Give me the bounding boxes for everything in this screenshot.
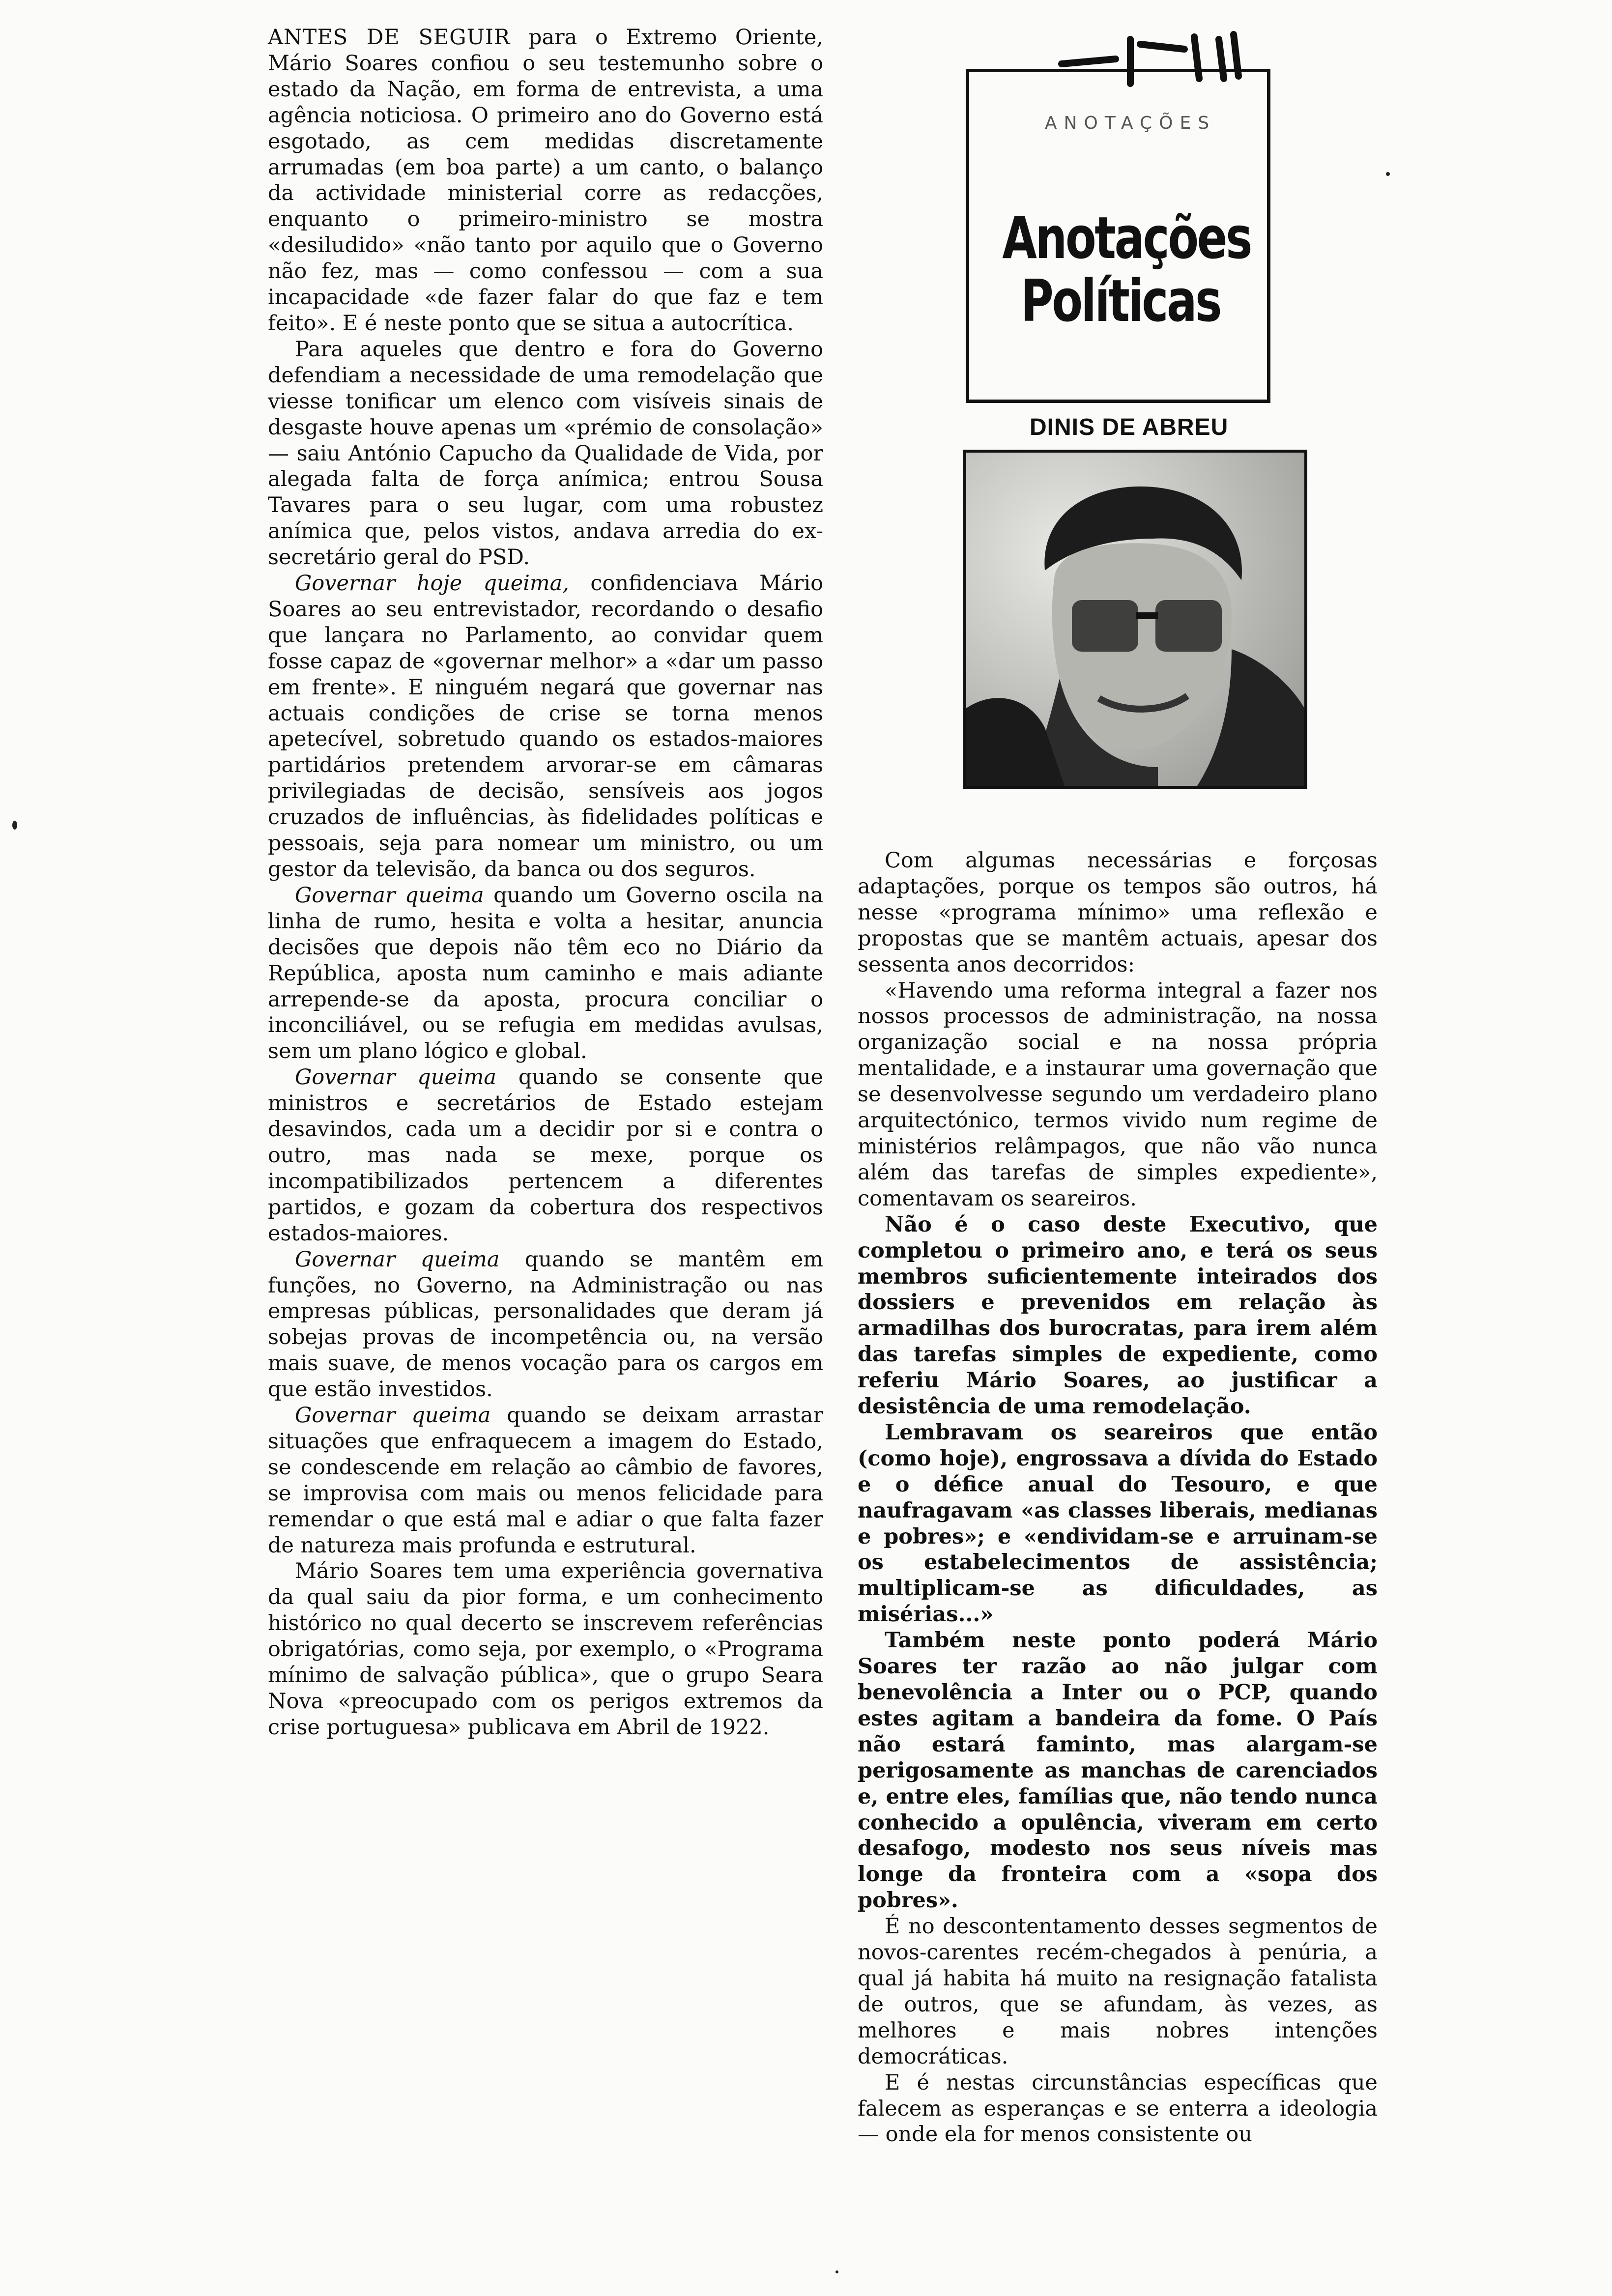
author-byline: DINIS DE ABREU xyxy=(1030,414,1229,440)
article-paragraph xyxy=(268,1247,823,1403)
scan-speck xyxy=(12,821,17,830)
emphasis-text: Governar queima xyxy=(295,1247,500,1272)
article-paragraph: Não é o caso deste Executivo, que completou o primeiro ano, e terá os seus membros suficientemente inteirados dos dossiers e prevenidos em relação às armadilhas dos burocratas, para irem além das tarefas simples de expediente, como referiu Mário Soares, ao justificar a desistência de uma remodelação. xyxy=(858,1212,1378,1419)
paragraph-text: confidenciava Mário Soares ao seu entrevistador, recordando o desafio que lançara no Parlamento, ao convidar quem fosse capaz de «governar melhor» a «dar um passo em frente». E ninguém negará que governar nas actuais condições de crise se torna menos apetecível, sobretudo quando os estados-maiores partidários pretendem arvorar-se em câmaras privilegiadas de decisão, sensíveis aos jogos cruzados de influências, às fidelidades políticas e pessoais, seja para nomear um ministro, ou um gestor da televisão, da banca ou dos seguros. xyxy=(268,571,823,882)
lead-in: ANTES DE SEGUIR xyxy=(268,25,511,50)
article-paragraph xyxy=(268,883,823,1064)
section-title-line-1: Anotações xyxy=(1002,204,1251,272)
article-paragraph: E é nestas circunstâncias específicas que falecem as esperanças e se enterra a ideologia — onde ela for menos consistente ou xyxy=(858,2070,1378,2147)
section-title-line-2: Políticas xyxy=(1020,267,1221,335)
article-paragraph xyxy=(268,1064,823,1246)
article-paragraph: É no descontentamento desses segmentos de novos-carentes recém-chegados à penúria, a qual já habita há muito na resignação fatalista de outros, que se afundam, às vezes, as melhores e mais nobres intenções democráticas. xyxy=(858,1914,1378,2069)
emphasis-text: Governar hoje queima, xyxy=(295,571,569,596)
article-paragraph xyxy=(268,1403,823,1558)
portrait-photo-icon xyxy=(963,450,1307,789)
scan-speck xyxy=(1386,172,1390,176)
article-column-left xyxy=(268,25,823,1741)
section-small-header: ANOTAÇÕES xyxy=(1044,113,1216,133)
article-paragraph xyxy=(268,25,823,337)
article-paragraph: Mário Soares tem uma experiência governativa da qual saiu da pior forma, e um conhecimento histórico no qual decerto se inscrevem referências obrigatórias, como seja, por exemplo, o «Programa mínimo de salvação pública», que o grupo Seara Nova «preocupado com os perigos extremos da crise portuguesa» publicava em Abril de 1922. xyxy=(268,1559,823,1740)
paragraph-text: para o Extremo Oriente, Mário Soares confiou o seu testemunho sobre o estado da Nação, em forma de entrevista, a uma agência noticiosa. O primeiro ano do Governo está esgotado, as cem medidas discretamente arrumadas (em boa parte) a um canto, o balanço da actividade ministerial corre as redacções, enquanto o primeiro-ministro se mostra «desiludido» «não tanto por aquilo que o Governo não fez, mas — como confessou — com a sua incapacidade «de fazer falar do que faz e tem feito». E é neste ponto que se situa a autocrítica. xyxy=(268,25,823,336)
article-paragraph xyxy=(268,571,823,883)
article-paragraph: Também neste ponto poderá Mário Soares ter razão ao não julgar com benevolência a Inter ou o PCP, quando estes agitam a bandeira da fome. O País não estará faminto, mas alargam-se perigosamente as manchas de carenciados e, entre eles, famílias que, não tendo nunca conhecido a opulência, viveram em certo desafogo, modesto nos seus níveis mas longe da fronteira com a «sopa dos pobres». xyxy=(858,1628,1378,1913)
article-paragraph: Com algumas necessárias e forçosas adaptações, porque os tempos são outros, há nesse «programa mínimo» uma reflexão e propostas que se mantêm actuais, apesar dos sessenta anos decorridos: xyxy=(858,848,1378,977)
emphasis-text: Governar queima xyxy=(295,1065,497,1090)
paragraph-text: quando um Governo oscila na linha de rumo, hesita e volta a hesitar, anuncia decisões que depois não têm eco no Diário da República, aposta num caminho e mais adiante arrepende-se da aposta, procura conciliar o inconciliável, ou se refugia em medidas avulsas, sem um plano lógico e global. xyxy=(268,883,823,1064)
article-paragraph: «Havendo uma reforma integral a fazer nos nossos processos de administração, na nossa organização social e na nossa própria mentalidade, e a instaurar uma governação que se desenvolvesse segundo um verdadeiro plano arquitectónico, termos vivido num regime de ministérios relâmpagos, que não vão nunca além das tarefas de simples expediente», comentavam os seareiros. xyxy=(858,978,1378,1211)
article-paragraph: Lembravam os seareiros que então (como hoje), engrossava a dívida do Estado e o défice anual do Tesouro, e que naufragavam «as classes liberais, medianas e pobres»; e «endividam-se e arruinam-se os estabelecimentos de assistência; multiplicam-se as dificuldades, as misérias...» xyxy=(858,1420,1378,1627)
paragraph-text: quando se consente que ministros e secretários de Estado estejam desavindos, cada um a decidir por si e contra o outro, mas nada se mexe, porque os incompatibilizados pertencem a diferentes partidos, e gozam da cobertura dos respectivos estados-maiores. xyxy=(268,1065,824,1246)
paragraph-text: quando se mantêm em funções, no Governo, na Administração ou nas empresas públicas, personalidades que deram já sobejas provas de incompetência ou, na versão mais suave, de menos vocação para os cargos em que estão investidos. xyxy=(268,1247,824,1402)
article-column-right xyxy=(858,848,1378,2148)
handwritten-mark xyxy=(1057,29,1263,88)
section-title xyxy=(1002,204,1251,335)
emphasis-text: Governar queima xyxy=(295,1403,491,1428)
scan-speck xyxy=(835,2270,838,2273)
emphasis-text: Governar queima xyxy=(295,883,484,908)
paragraph-text: quando se deixam arrastar situações que enfraquecem a imagem do Estado, se condescende em relação ao câmbio de favores, se improvisa com mais ou menos felicidade para remendar o que está mal e adiar o que falta fazer de natureza mais profunda e estrutural. xyxy=(268,1403,823,1558)
article-paragraph: Para aqueles que dentro e fora do Governo defendiam a necessidade de uma remodelação que viesse tonificar um elenco com visíveis sinais de desgaste houve apenas um «prémio de consolação» — saiu António Capucho da Qualidade de Vida, por alegada falta de força anímica; entrou Sousa Tavares para o seu lugar, com uma robustez anímica que, pelos vistos, andava arredia do ex-secretário geral do PSD. xyxy=(268,337,823,570)
